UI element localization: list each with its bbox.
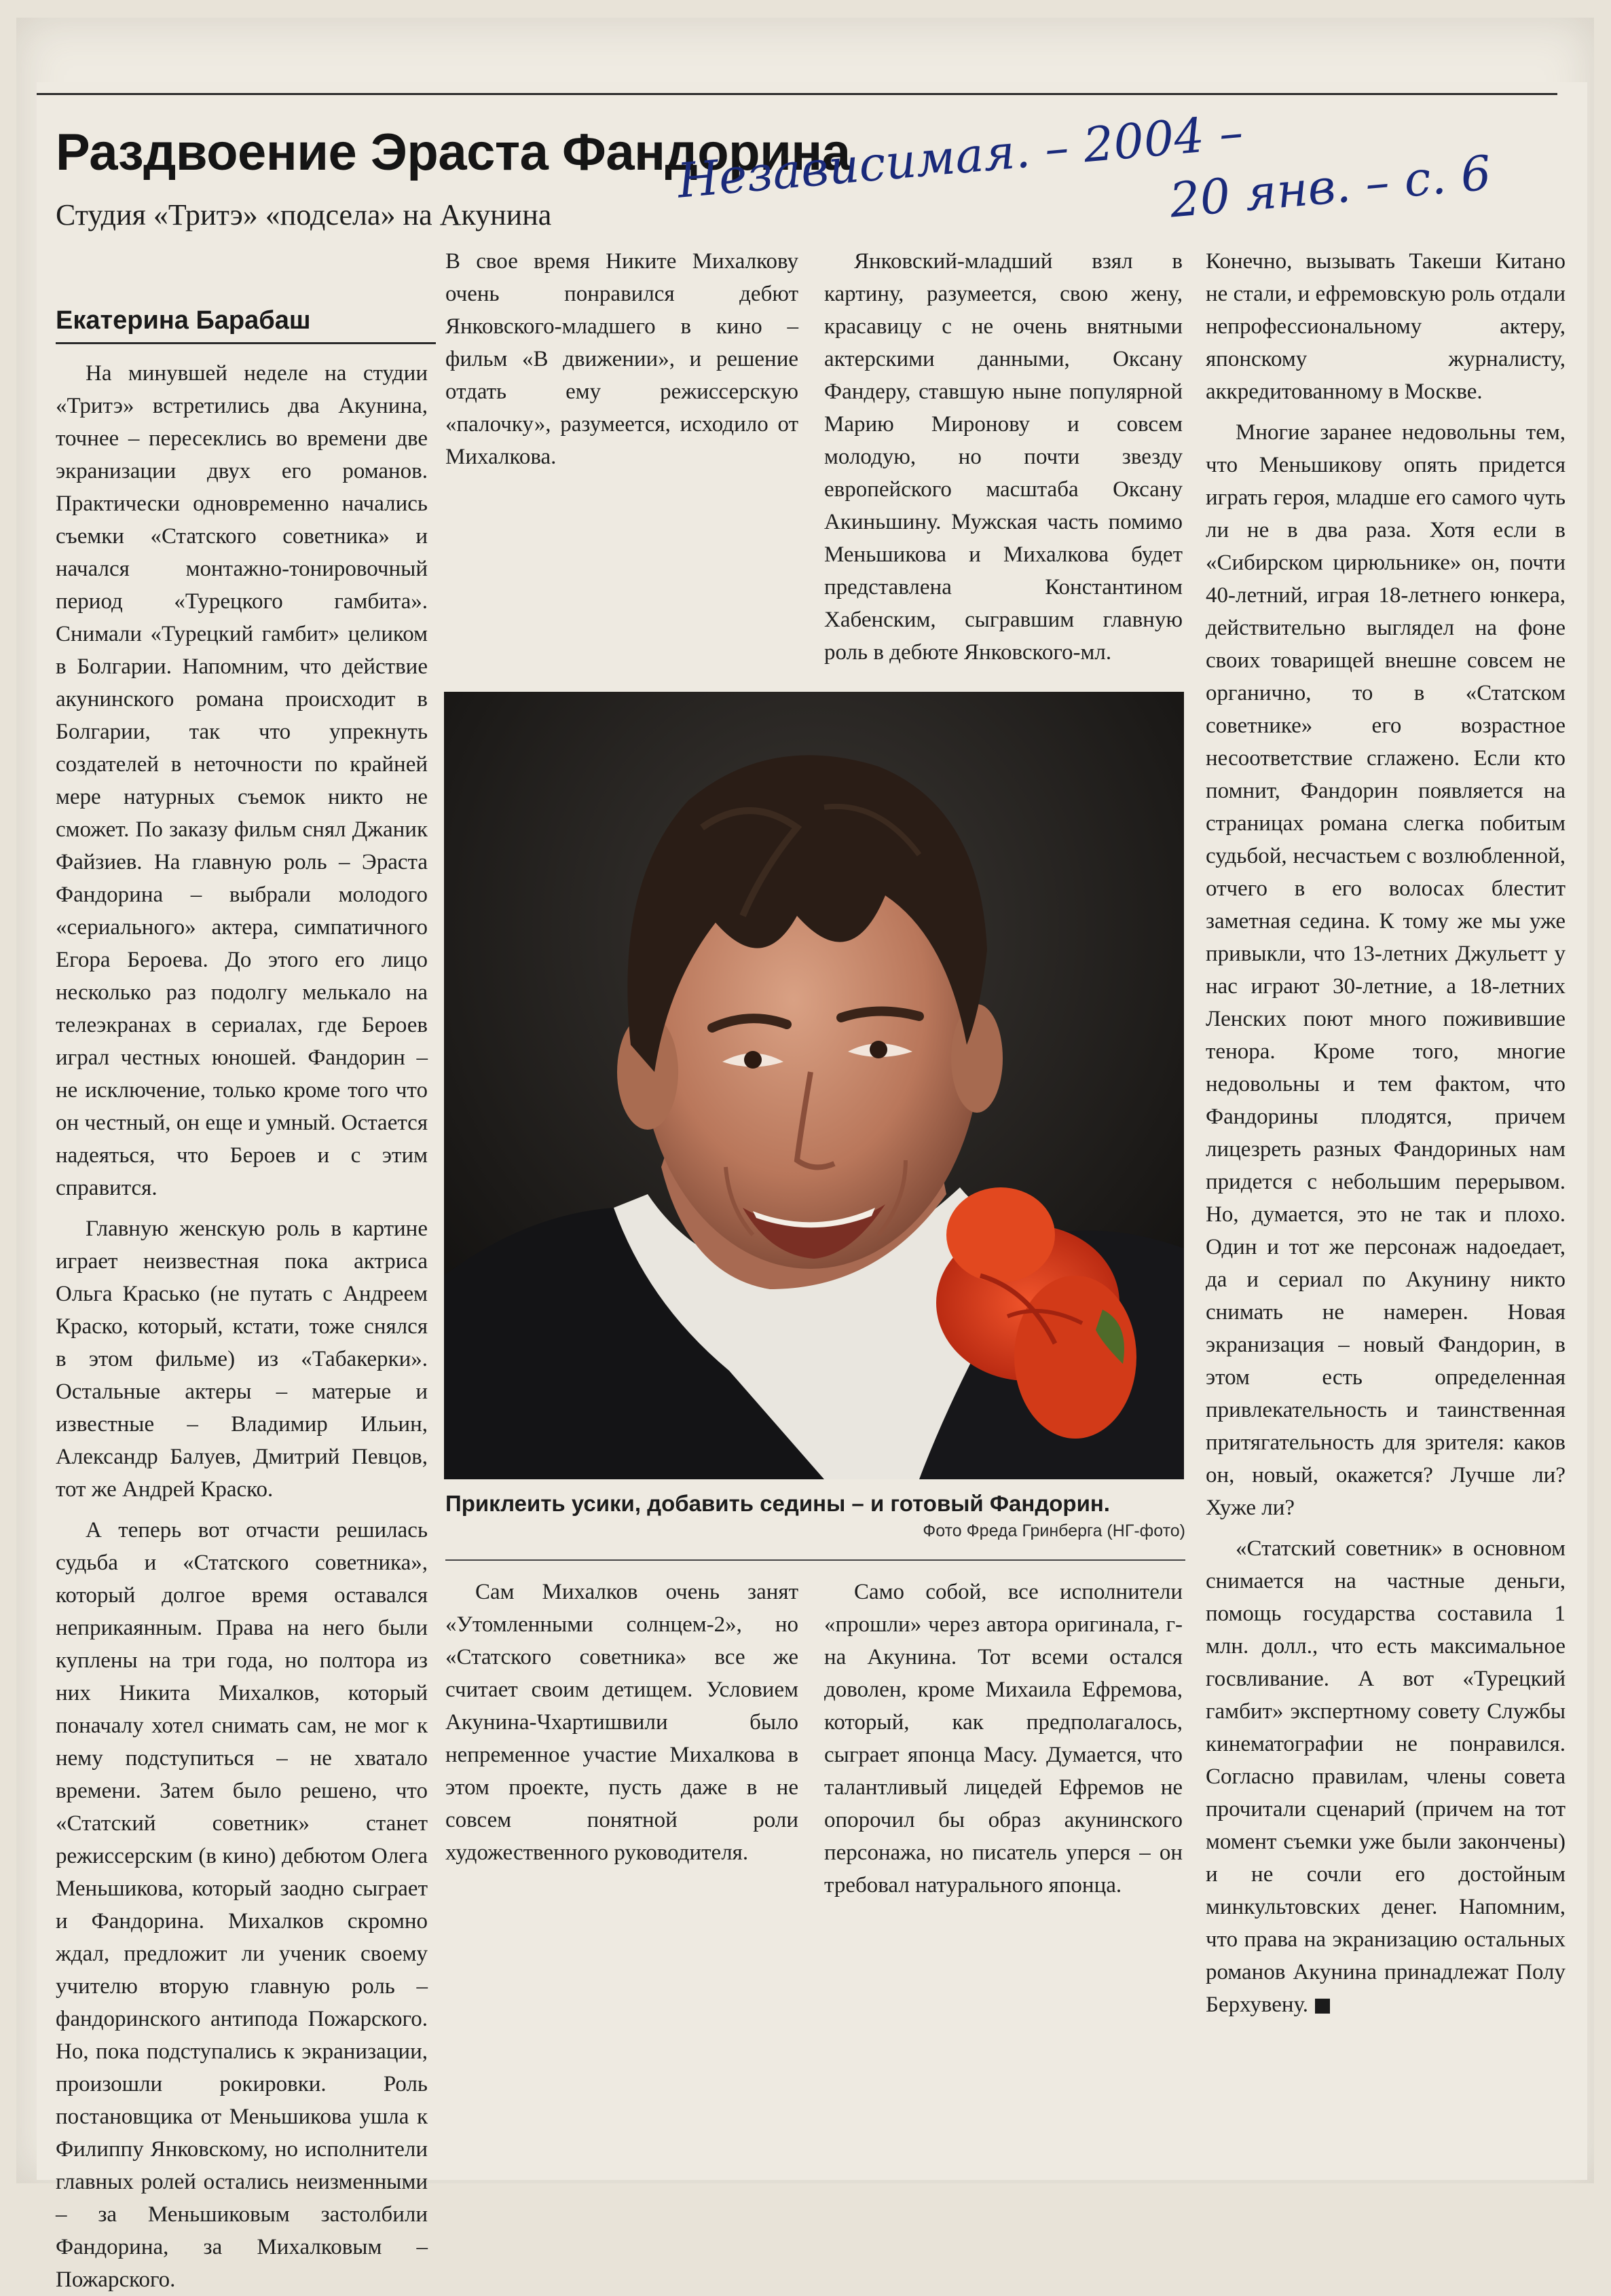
article-column-2-top — [445, 245, 798, 473]
actor-portrait-photo — [444, 692, 1184, 1479]
paragraph — [1206, 1532, 1566, 2021]
article-column-4 — [1206, 245, 1566, 2021]
portrait-image — [444, 692, 1184, 1479]
caption-rule — [445, 1559, 1185, 1561]
newspaper-clipping — [37, 82, 1587, 2292]
paragraph-text: «Статский советник» в основном снимается на частные деньги, помощь государства составила 1 млн. долл., что есть максимальное госвливание. А вот «Турецкий гамбит» экспертному совету Службы кинематографии не понравился. Согласно правилам, члены совета прочитали сценарий (причем на тот момент съемки уже были закончены) и не сочли его достойным минкультовских денег. Напомним, что права на экранизацию остальных романов Акунина принадлежат Полу Берхувену. — [1206, 1536, 1566, 2017]
end-of-article-mark — [1315, 1999, 1330, 2014]
article-column-3-bottom — [824, 1576, 1183, 1902]
photo-caption: Приклеить усики, добавить седины – и готовый Фандорин. — [445, 1491, 1110, 1516]
paragraph: Сам Михалков очень занят «Утомленными солнцем-2», но «Статского советника» все же считает своим детищем. Условием Акунина-Чхартишвили было непременное участие Михалкова в этом проекте, пусть даже в не совсем понятной роли художественного руководителя. — [445, 1580, 798, 1865]
article-column-1 — [56, 357, 428, 2296]
photo-credit: Фото Фреда Гринберга (НГ-фото) — [923, 1521, 1185, 1540]
handwritten-line-2: 20 янв. – с. 6 — [1167, 145, 1494, 229]
article-author: Екатерина Барабаш — [56, 306, 436, 344]
paragraph: На минувшей неделе на студии «Тритэ» встретились два Акунина, точнее – пересеклись во времени две экранизации двух его романов. Практически одновременно начались съемки «Статского советника» и начался монтажно-тонировочный период «Турецкого гамбита». Снимали «Турецкий гамбит» целиком в Болгарии. Напомним, что действие акунинского романа происходит в Болгарии, так что упрекнуть создателей в неточности по крайней мере натурных съемок никто не сможет. По заказу фильм снял Джаник Файзиев. На главную роль – Эраста Фандорина – выбрали молодого «сериального» актера, симпатичного Егора Бероева. До этого его лицо несколько раз подолгу мелькало на телеэкранах в сериалах, где Бероев играл честных юношей. Фандорин – не исключение, только кроме того что он честный, он еще и умный. Остается надеяться, что Бероев и с этим справится. — [56, 361, 428, 1200]
scanned-sheet — [16, 18, 1594, 2292]
paragraph: Само собой, все исполнители «прошли» через автора оригинала, г-на Акунина. Тот всеми остался доволен, кроме Михаила Ефремова, который, как предполагалось, сыграет японца Масу. Думается, что талантливый лицедей Ефремов не опорочил бы образ акунинского персонажа, но писатель уперся – он требовал натурального японца. — [824, 1580, 1183, 1897]
photo-caption-block — [445, 1489, 1185, 1540]
paragraph: Конечно, вызывать Такеши Китано не стали, и ефремовскую роль отдали непрофессиональному актеру, японскому журналисту, аккредитованному в Москве. — [1206, 249, 1566, 404]
article-headline: Раздвоение Эраста Фандорина — [56, 124, 851, 181]
paragraph: Янковский-младший взял в картину, разумеется, свою жену, красавицу с не очень внятными актерскими данными, Оксану Фандеру, ставшую ныне популярной Марию Миронову и совсем молодую, но почти звезду европейского масштаба Оксану Акиньшину. Мужская часть помимо Меньшикова и Михалкова будет представлена Константином Хабенским, сыгравшим главную роль в дебюте Янковского-мл. — [824, 249, 1183, 665]
article-column-3-top — [824, 245, 1183, 669]
paragraph: В свое время Никите Михалкову очень понравился дебют Янковского-младшего в кино – фильм «В движении», и решение отдать ему режиссерскую «палочку», разумеется, исходило от Михалкова. — [445, 249, 798, 469]
handwritten-line-1: Независимая. – 2004 – — [675, 104, 1246, 209]
article-subheadline: Студия «Тритэ» «подсела» на Акунина — [56, 198, 552, 232]
paragraph: Главную женскую роль в картине играет неизвестная пока актриса Ольга Красько (не путать с Андреем Краско, который, кстати, тоже снялся в этом фильме) из «Табакерки». Остальные актеры – матерые и известные – Владимир Ильин, Александр Балуев, Дмитрий Певцов, тот же Андрей Краско. — [56, 1217, 428, 1502]
paragraph: А теперь вот отчасти решилась судьба и «Статского советника», который долгое время оставался неприкаянным. Права на него были куплены на три года, но полтора из них Никита Михалков, который поначалу хотел снимать сам, не мог к нему подступиться – не хватало времени. Затем было решено, что «Статский советник» станет режиссерским (в кино) дебютом Олега Меньшикова, который заодно сыграет и Фандорина. Михалков скромно ждал, предложит ли ученик своему учителю вторую главную роль – фандоринского антипода Пожарского. Но, пока подступались к экранизации, произошли рокировки. Роль постановщика от Меньшикова ушла к Филиппу Янковскому, но исполнители главных ролей остались неизменными – за Меньшиковым застолбили Фандорина, за Михалковым – Пожарского. — [56, 1518, 428, 2292]
article-column-2-bottom — [445, 1576, 798, 1869]
paragraph: Многие заранее недовольны тем, что Меньшикову опять придется играть героя, младше его самого чуть ли не в два раза. Хотя если в «Сибирском цирюльнике» он, почти 40-летний, играя 18-летнего юнкера, действительно выглядел на фоне своих товарищей внешне совсем не органично, то в «Статском советнике» его возрастное несоответствие сглажено. Если кто помнит, Фандорин появляется на страницах романа слегка побитым судьбой, несчастьем с возлюбленной, отчего в его волосах блестит заметная седина. К тому же мы уже привыкли, что 13-летних Джульетт у нас играют 30-летние, а 18-летних Ленских поют много поживившие тенора. Кроме того, многие недовольны и тем фактом, что Фандорины плодятся, причем лицезреть разных Фандориных нам придется с небольшим перерывом. Но, думается, это не так и плохо. Один и тот же персонаж надоедает, да и сериал по Акунину никто снимать не намерен. Новая экранизация – новый Фандорин, в этом есть определенная привлекательность и таинственная притягательность для зрителя: каков он, новый, окажется? Лучше ли? Хуже ли? — [1206, 420, 1566, 1520]
